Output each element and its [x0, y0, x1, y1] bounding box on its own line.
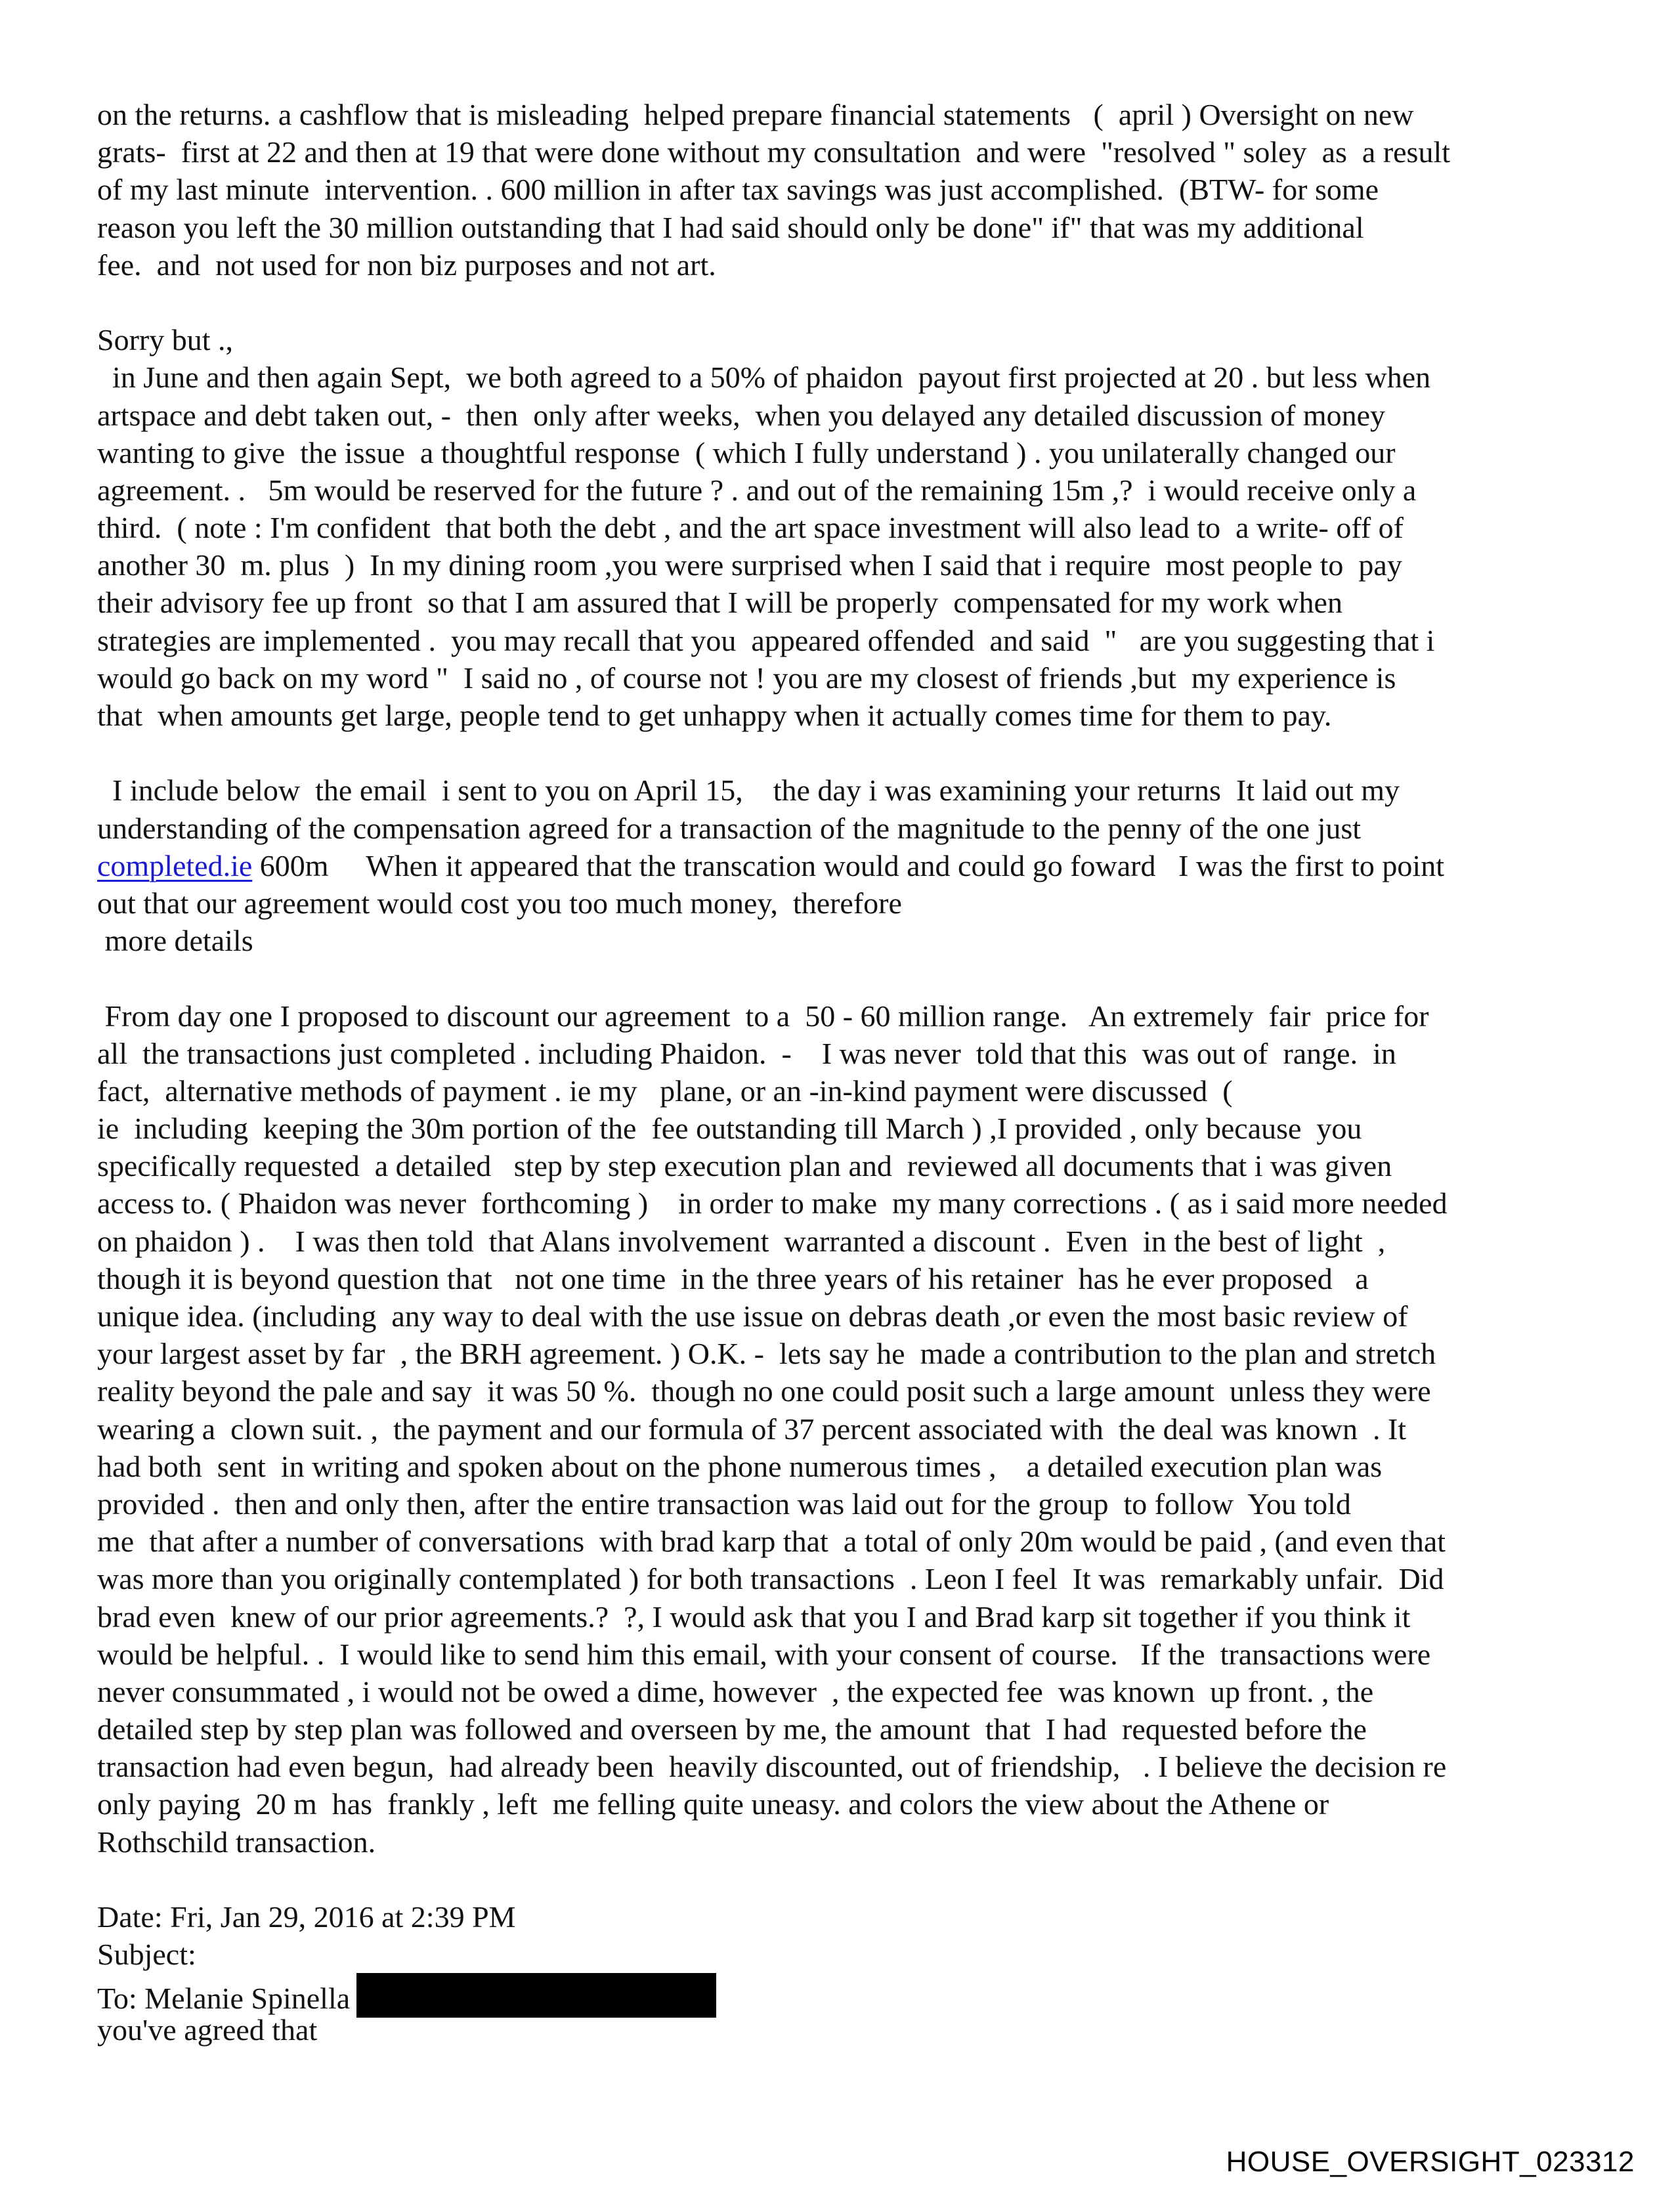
email-header — [97, 1898, 1594, 2049]
text-line: transaction had even begun, had already been heavily discounted, out of friendship, . I believe the decision re — [97, 1750, 1447, 1784]
paragraph-gap — [97, 1861, 1594, 1898]
text-line: your largest asset by far , the BRH agreement. ) O.K. - lets say he made a contribution to the plan and stretch — [97, 1337, 1436, 1371]
paragraph — [97, 771, 1594, 959]
completed-ie-link[interactable]: completed.ie — [97, 848, 253, 882]
paragraph-gap — [97, 959, 1594, 997]
text-line: ie including keeping the 30m portion of the fee outstanding till March ) ,I provided , only because you — [97, 1112, 1362, 1146]
text-line-with-link — [97, 847, 1594, 884]
text-line: me that after a number of conversations with brad karp that a total of only 20m would be paid , (and even that — [97, 1525, 1446, 1559]
text-line: out that our agreement would cost you too much money, therefore — [97, 886, 902, 920]
text-line: their advisory fee up front so that I am assured that I will be properly compensated for my work when — [97, 586, 1342, 620]
text-line: all the transactions just completed . including Phaidon. - I was never told that this was out of range. in — [97, 1036, 1396, 1070]
text-line: would go back on my word " I said no , of course not ! you are my closest of friends ,but my experience is — [97, 661, 1396, 695]
paragraph — [97, 96, 1594, 284]
text-line: provided . then and only then, after the entire transaction was laid out for the group to follow You told — [97, 1486, 1351, 1521]
email-to-line — [97, 1973, 1594, 2016]
text-line: fact, alternative methods of payment . ie my plane, or an -in-kind payment were discussed ( — [97, 1073, 1233, 1108]
text-line: wearing a clown suit. , the payment and our formula of 37 percent associated with the deal was known . It — [97, 1412, 1407, 1446]
text-line: strategies are implemented . you may recall that you appeared offended and said " are you suggesting that i — [97, 623, 1435, 657]
text-line: grats- first at 22 and then at 19 that were done without my consultation and were "resolved " soley as a result — [97, 135, 1451, 169]
text-line: Rothschild transaction. — [97, 1825, 376, 1859]
text-line: Sorry but ., — [97, 323, 233, 357]
paragraph — [97, 321, 1594, 734]
text-line: understanding of the compensation agreed for a transaction of the magnitude to the penny of the one just — [97, 811, 1362, 845]
text-line: was more than you originally contemplated ) for both transactions . Leon I feel It was remarkably unfair. Did — [97, 1562, 1444, 1596]
email-to: To: Melanie Spinella — [97, 1982, 351, 2016]
redaction-box — [356, 1973, 716, 2018]
text-line: artspace and debt taken out, - then only after weeks, when you delayed any detailed discussion of money — [97, 398, 1386, 432]
text-line: brad even knew of our prior agreements.? ?, I would ask that you I and Brad karp sit together if you think it — [97, 1599, 1411, 1634]
text-line: on phaidon ) . I was then told that Alans involvement warranted a discount . Even in the best of light , — [97, 1224, 1386, 1258]
text-line: wanting to give the issue a thoughtful response ( which I fully understand ) . you unilaterally changed our — [97, 435, 1396, 469]
text-line: more details — [97, 924, 253, 958]
email-body-start: you've agreed that — [97, 2012, 318, 2047]
text-line: detailed step by step plan was followed and overseen by me, the amount that I had requested before the — [97, 1712, 1367, 1746]
text-line: reason you left the 30 million outstanding that I had said should only be done" if" that was my additional — [97, 210, 1364, 244]
text-line: unique idea. (including any way to deal with the use issue on debras death ,or even the most basic review of — [97, 1299, 1408, 1333]
text-line: only paying 20 m has frankly , left me felling quite uneasy. and colors the view about the Athene or — [97, 1787, 1329, 1821]
paragraph-gap — [97, 284, 1594, 321]
email-date: Date: Fri, Jan 29, 2016 at 2:39 PM — [97, 1900, 516, 1934]
text-line: I include below the email i sent to you on April 15, the day i was examining your returns It laid out my — [97, 773, 1400, 808]
paragraph-gap — [97, 734, 1594, 771]
text-line: on the returns. a cashflow that is misleading helped prepare financial statements ( april ) Oversight on new — [97, 98, 1414, 131]
text-line: that when amounts get large, people tend to get unhappy when it actually comes time for them to pay. — [97, 699, 1332, 732]
text-line: had both sent in writing and spoken about on the phone numerous times , a detailed execution plan was — [97, 1449, 1383, 1483]
text-line: access to. ( Phaidon was never forthcoming ) in order to make my many corrections . ( as i said more needed — [97, 1186, 1448, 1221]
text-line: of my last minute intervention. . 600 million in after tax savings was just accomplished. (BTW- for some — [97, 173, 1379, 207]
text-line: another 30 m. plus ) In my dining room ,you were surprised when I said that i require most people to pay — [97, 548, 1402, 582]
document-body — [97, 96, 1594, 2049]
text-line: would be helpful. . I would like to send him this email, with your consent of course. If the transactions were — [97, 1637, 1431, 1671]
text-line: reality beyond the pale and say it was 50 %. though no one could posit such a large amount unless they were — [97, 1374, 1431, 1408]
text-line: never consummated , i would not be owed a dime, however , the expected fee was known up front. , the — [97, 1674, 1374, 1708]
text-line: fee. and not used for non biz purposes and not art. — [97, 248, 716, 282]
text-line: though it is beyond question that not one time in the three years of his retainer has he ever proposed a — [97, 1261, 1369, 1295]
text-line: specifically requested a detailed step by step execution plan and reviewed all documents that i was given — [97, 1149, 1392, 1183]
text-line: agreement. . 5m would be reserved for the future ? . and out of the remaining 15m ,? i would receive only a — [97, 473, 1417, 507]
email-subject: Subject: — [97, 1938, 196, 1972]
text-line: in June and then again Sept, we both agreed to a 50% of phaidon payout first projected at 20 . but less when — [97, 360, 1431, 395]
text-line: third. ( note : I'm confident that both the debt , and the art space investment will also lead to a write- off of — [97, 511, 1404, 545]
bates-number: HOUSE_OVERSIGHT_023312 — [1226, 2146, 1635, 2178]
text-fragment: 600m When it appeared that the transcation would and could go foward I was the first to point — [252, 848, 1444, 882]
text-line: From day one I proposed to discount our agreement to a 50 - 60 million range. An extremely fair price for — [97, 999, 1429, 1033]
paragraph — [97, 997, 1594, 1861]
